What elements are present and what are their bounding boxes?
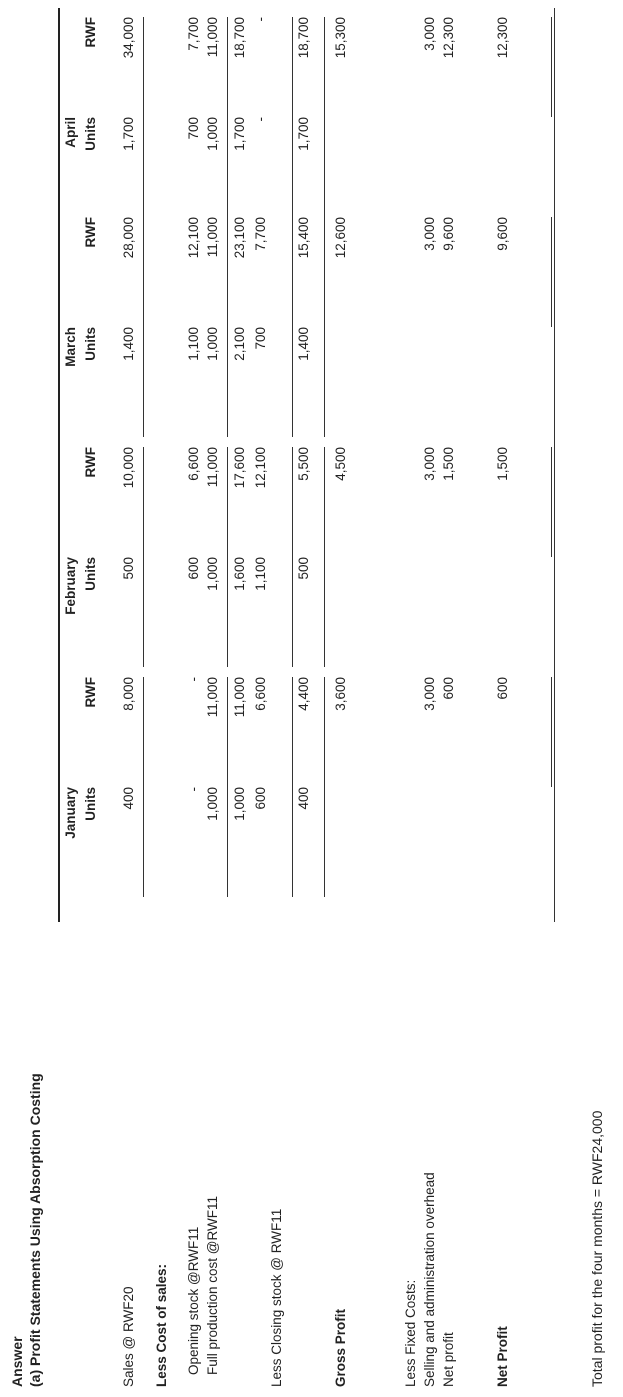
month-header: April <box>63 117 78 148</box>
total-profit-note: Total profit for the four months = RWF24,000 <box>589 1110 605 1387</box>
subtotal-rule <box>324 447 325 557</box>
statement-title: (a) Profit Statements Using Absorption Costing <box>27 1073 43 1387</box>
subtotal-rule <box>143 557 144 667</box>
cell-rwf-subtotal: 18,700 <box>232 17 247 59</box>
subtotal-rule <box>292 327 293 437</box>
subtotal-rule <box>292 217 293 327</box>
subtotal-rule <box>324 787 325 897</box>
subtotal-rule <box>551 677 552 787</box>
cell-rwf-net: 1,500 <box>495 447 510 481</box>
cell-rwf-gross: 3,600 <box>333 677 348 711</box>
cell-rwf-net: 12,300 <box>495 17 510 59</box>
subtotal-rule <box>227 447 228 557</box>
rwf-header: RWF <box>83 217 98 248</box>
subtotal-rule <box>324 557 325 667</box>
cell-units-sales: 400 <box>121 787 136 810</box>
row-label-net-profit: Net Profit <box>495 1326 510 1387</box>
cell-rwf-sales: 10,000 <box>121 447 136 489</box>
subtotal-rule <box>143 787 144 897</box>
cell-units-closing: 1,100 <box>253 557 268 591</box>
table-bottom-rule <box>554 8 555 922</box>
units-header: Units <box>83 117 98 151</box>
subtotal-rule <box>143 447 144 557</box>
subtotal-rule <box>292 677 293 787</box>
row-label-production-cost: Full production cost @RWF11 <box>205 1195 220 1375</box>
cell-units-subtotal: 1,700 <box>232 117 247 151</box>
subtotal-rule <box>227 117 228 217</box>
cell-rwf-production: 11,000 <box>205 447 220 488</box>
cell-rwf-selling: 3,000 <box>422 17 437 51</box>
row-label-gross-profit: Gross Profit <box>333 1308 348 1387</box>
cell-units-subtotal: 1,600 <box>232 557 247 591</box>
subtotal-rule <box>324 117 325 217</box>
subtotal-rule <box>324 217 325 327</box>
subtotal-rule <box>143 327 144 437</box>
cell-rwf-cost: 15,400 <box>296 217 311 259</box>
row-label-sales: Sales @ RWF20 <box>121 1286 136 1387</box>
cell-rwf-selling: 3,000 <box>422 677 437 711</box>
cell-units-closing: 600 <box>253 787 268 810</box>
subtotal-rule <box>143 117 144 217</box>
rwf-header: RWF <box>83 677 98 708</box>
cell-rwf-sales: 34,000 <box>121 17 136 59</box>
subtotal-rule <box>292 557 293 667</box>
row-label-less-cost: Less Cost of sales: <box>154 1263 169 1387</box>
row-label-selling-admin: Selling and administration overhead <box>422 1172 437 1387</box>
month-header: January <box>63 787 78 839</box>
subtotal-rule <box>292 447 293 557</box>
cell-units-cost: 400 <box>296 787 311 810</box>
cell-units-opening: - <box>186 787 201 792</box>
cell-rwf-sales: 8,000 <box>121 677 136 711</box>
cell-units-production: 1,000 <box>205 557 220 591</box>
cell-units-cost: 500 <box>296 557 311 580</box>
cell-units-subtotal: 2,100 <box>232 327 247 361</box>
cell-rwf-production: 11,000 <box>205 217 220 258</box>
cell-rwf-gross: 15,300 <box>333 17 348 59</box>
cell-units-sales: 1,400 <box>121 327 136 361</box>
subtotal-rule <box>227 327 228 437</box>
cell-rwf-closing: 6,600 <box>253 677 268 711</box>
subtotal-rule <box>227 677 228 787</box>
subtotal-rule <box>551 17 552 117</box>
subtotal-rule <box>292 117 293 217</box>
cell-rwf-production: 11,000 <box>205 17 220 58</box>
cell-units-production: 1,000 <box>205 117 220 151</box>
cell-units-cost: 1,400 <box>296 327 311 361</box>
cell-rwf-cost: 4,400 <box>296 677 311 711</box>
row-label-closing-stock: Less Closing stock @ RWF11 <box>269 1208 284 1387</box>
cell-rwf-opening: 7,700 <box>186 17 201 51</box>
month-header: March <box>63 327 78 367</box>
cell-rwf-subtotal: 17,600 <box>232 447 247 489</box>
cell-units-cost: 1,700 <box>296 117 311 151</box>
month-header: February <box>63 557 78 615</box>
cell-rwf-closing: 12,100 <box>253 447 268 489</box>
units-header: Units <box>83 787 98 821</box>
cell-rwf-net-small: 9,600 <box>441 217 456 251</box>
cell-units-opening: 1,100 <box>186 327 201 361</box>
subtotal-rule <box>324 17 325 117</box>
rwf-header: RWF <box>83 17 98 48</box>
row-label-opening-stock: Opening stock @RWF11 <box>186 1226 201 1375</box>
row-label-less-fixed: Less Fixed Costs: <box>403 1279 418 1387</box>
cell-units-closing: - <box>253 117 268 122</box>
subtotal-rule <box>324 677 325 787</box>
cell-rwf-gross: 12,600 <box>333 217 348 259</box>
cell-rwf-closing: - <box>253 17 268 22</box>
cell-rwf-net: 600 <box>495 677 510 700</box>
cell-rwf-closing: 7,700 <box>253 217 268 251</box>
cell-rwf-net: 9,600 <box>495 217 510 251</box>
subtotal-rule <box>292 17 293 117</box>
cell-rwf-subtotal: 11,000 <box>232 677 247 718</box>
cell-units-subtotal: 1,000 <box>232 787 247 821</box>
cell-rwf-cost: 18,700 <box>296 17 311 59</box>
subtotal-rule <box>292 787 293 897</box>
cell-rwf-opening: 6,600 <box>186 447 201 481</box>
row-label-net-profit-small: Net profit <box>441 1332 456 1387</box>
cell-rwf-net-small: 600 <box>441 677 456 700</box>
subtotal-rule <box>324 327 325 437</box>
cell-rwf-opening: - <box>186 677 201 682</box>
cell-rwf-selling: 3,000 <box>422 217 437 251</box>
cell-units-production: 1,000 <box>205 787 220 821</box>
subtotal-rule <box>143 217 144 327</box>
cell-units-opening: 600 <box>186 557 201 580</box>
table-top-rule <box>58 8 60 922</box>
cell-units-sales: 1,700 <box>121 117 136 151</box>
cell-units-sales: 500 <box>121 557 136 580</box>
cell-units-production: 1,000 <box>205 327 220 361</box>
subtotal-rule <box>551 217 552 327</box>
cell-rwf-selling: 3,000 <box>422 447 437 481</box>
subtotal-rule <box>227 557 228 667</box>
cell-rwf-opening: 12,100 <box>186 217 201 259</box>
cell-rwf-production: 11,000 <box>205 677 220 718</box>
subtotal-rule <box>143 677 144 787</box>
subtotal-rule <box>143 17 144 117</box>
cell-units-closing: 700 <box>253 327 268 350</box>
answer-heading: Answer <box>9 1336 25 1387</box>
cell-rwf-sales: 28,000 <box>121 217 136 259</box>
subtotal-rule <box>551 447 552 557</box>
cell-rwf-gross: 4,500 <box>333 447 348 481</box>
cell-rwf-cost: 5,500 <box>296 447 311 481</box>
rwf-header: RWF <box>83 447 98 478</box>
cell-rwf-net-small: 1,500 <box>441 447 456 481</box>
subtotal-rule <box>227 787 228 897</box>
units-header: Units <box>83 557 98 591</box>
units-header: Units <box>83 327 98 361</box>
cell-rwf-net-small: 12,300 <box>441 17 456 59</box>
subtotal-rule <box>227 17 228 117</box>
subtotal-rule <box>227 217 228 327</box>
cell-rwf-subtotal: 23,100 <box>232 217 247 259</box>
cell-units-opening: 700 <box>186 117 201 140</box>
